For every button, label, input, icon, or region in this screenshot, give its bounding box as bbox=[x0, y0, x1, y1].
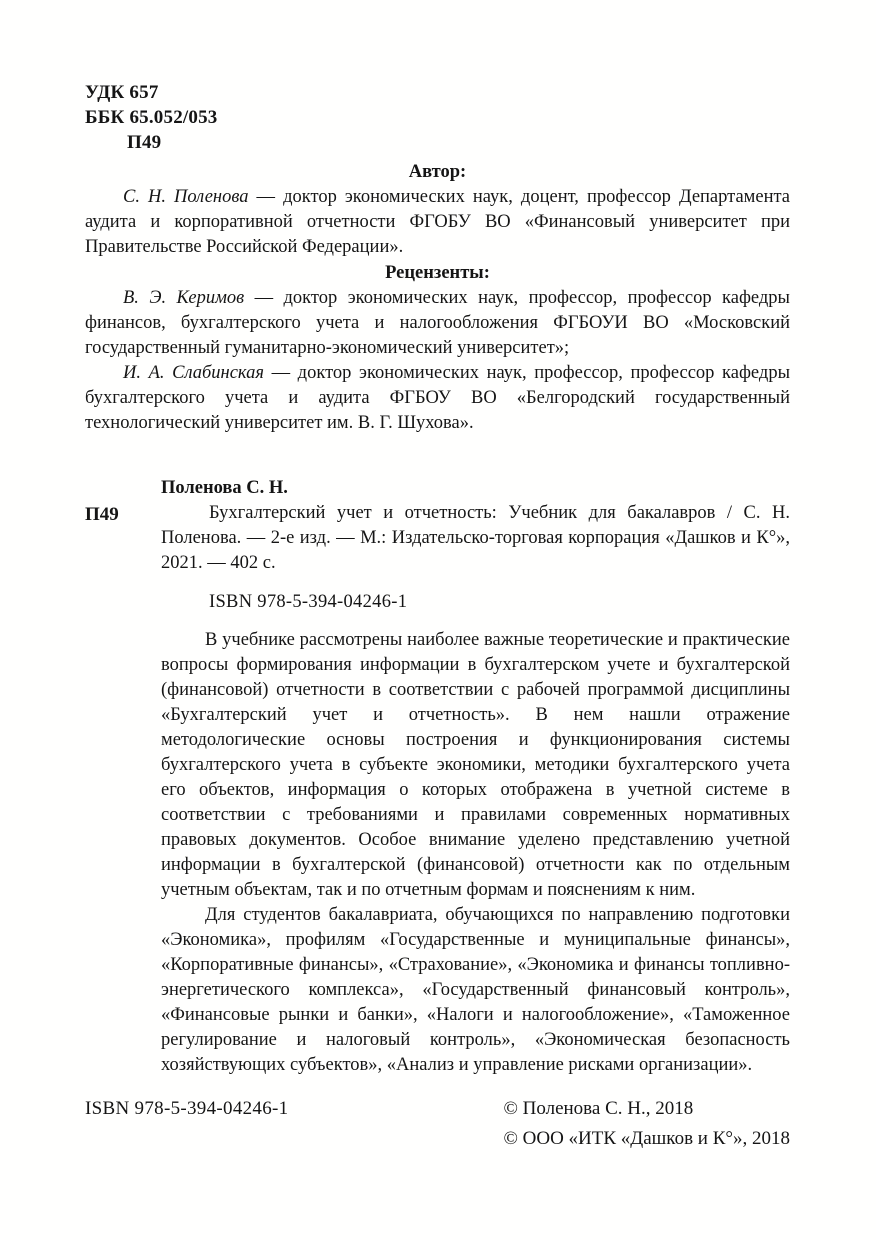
reviewer-description: — доктор экономических наук, профессор, профессор кафедры бухгалтерского учета и аудита ФГБОУ ВО «Белгородский государственный технологический университет им. В. Г. Шухова». bbox=[85, 363, 790, 433]
author-paragraph bbox=[85, 185, 790, 260]
reviewers-heading: Рецензенты: bbox=[385, 263, 490, 283]
copyright-block bbox=[503, 1094, 790, 1154]
footer-isbn: ISBN 978-5-394-04246-1 bbox=[85, 1098, 289, 1119]
copyright-publisher: © ООО «ИТК «Дашков и К°», 2018 bbox=[503, 1128, 790, 1149]
annotation-paragraph: Для студентов бакалавриата, обучающихся по направлению подготовки «Экономика», профилям «Государственные и муниципальные финансы», «Корпоративные финансы», «Страхование», «Экономика и финансы топливно-энергетического комплекса», «Государственный финансовый контроль», «Финансовые рынки и банки», «Налоги и налогообложение», «Таможенное регулирование и налоговый контроль», «Экономическая безопасность хозяйствующих субъектов», «Анализ и управление рисками организации». bbox=[161, 905, 790, 1075]
author-heading: Автор: bbox=[408, 162, 467, 182]
catalog-card bbox=[85, 476, 790, 615]
catalog-margin-code: П49 bbox=[85, 504, 119, 525]
reviewer-name: В. Э. Керимов bbox=[123, 288, 245, 308]
book-code: П49 bbox=[127, 132, 162, 153]
classification-codes bbox=[85, 80, 790, 155]
annotation-paragraph: В учебнике рассмотрены наиболее важные теоретические и практические вопросы формирования информации в бухгалтерском учете и бухгалтерской (финансовой) отчетности в соответствии с рабочей программой дисциплины «Бухгалтерский учет и отчетность». В нем нашли отражение методологические основы построения и функционирования системы бухгалтерского учета в субъекте экономики, методики бухгалтерского учета его объектов, информация о которых отображена в учетной системе в соответствии с требованиями и правилами современных нормативных правовых документов. Особое внимание уделено представлению учетной информации в бухгалтерской (финансовой) отчетности как по отдельным учетным объектам, так и по отчетным формам и пояснениям к ним. bbox=[161, 630, 790, 900]
reviewer-description: — доктор экономических наук, профессор, профессор кафедры финансов, бухгалтерского учета и налогообложения ФГБОУИ ВО «Московский государственный гуманитарно-экономический университет»; bbox=[85, 288, 790, 358]
reviewer-name: И. А. Слабинская bbox=[123, 363, 264, 383]
udk-code: УДК 657 bbox=[85, 82, 159, 103]
bbk-code: ББК 65.052/053 bbox=[85, 107, 218, 128]
reviewer-paragraph bbox=[85, 286, 790, 361]
copyright-author: © Поленова С. Н., 2018 bbox=[503, 1098, 694, 1119]
catalog-author: Поленова С. Н. bbox=[161, 478, 288, 498]
footer bbox=[85, 1094, 790, 1154]
catalog-isbn: ISBN 978-5-394-04246-1 bbox=[209, 592, 408, 612]
annotation bbox=[85, 628, 790, 1078]
reviewer-paragraph bbox=[85, 361, 790, 436]
author-name: С. Н. Поленова bbox=[123, 187, 249, 207]
catalog-description: Бухгалтерский учет и отчетность: Учебник для бакалавров / С. Н. Поленова. — 2-е изд. — М.: Издательско-торговая корпорация «Дашков и К°», 2021. — 402 с. bbox=[161, 503, 790, 573]
author-description: — доктор экономических наук, доцент, профессор Департамента аудита и корпоративной отчетности ФГОБУ ВО «Финансовый университет при Правительстве Российской Федерации». bbox=[85, 187, 791, 257]
